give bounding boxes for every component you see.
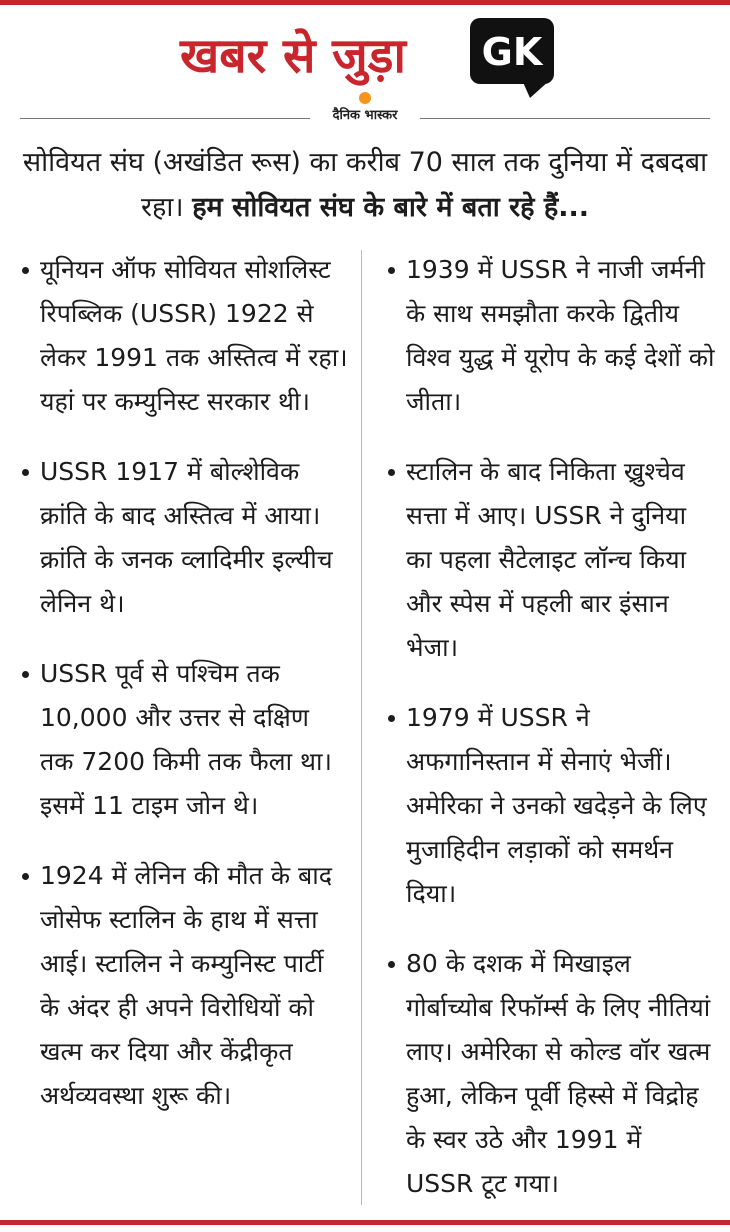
header xyxy=(0,18,730,98)
fact-item xyxy=(386,450,716,670)
fact-item xyxy=(386,696,716,916)
page-title: खबर से जुड़ा xyxy=(180,28,406,84)
gk-badge-label: GK xyxy=(481,30,543,74)
gk-badge xyxy=(470,18,554,98)
bullet-dot-icon xyxy=(22,469,29,476)
bullet-dot-icon xyxy=(22,671,29,678)
left-column xyxy=(20,248,350,1144)
column-divider xyxy=(361,250,362,1205)
bullet-dot-icon xyxy=(388,715,395,722)
fact-text: 1939 में USSR ने नाजी जर्मनी के साथ समझौता करके द्वितीय विश्व युद्ध में यूरोप के कई देशों को जीता। xyxy=(406,255,715,416)
right-column xyxy=(386,248,716,1232)
fact-item xyxy=(20,248,350,424)
fact-item xyxy=(386,942,716,1206)
bullet-dot-icon xyxy=(388,961,395,968)
fact-text: स्टालिन के बाद निकिता ख्रुश्चेव सत्ता में आए। USSR ने दुनिया का पहला सैटेलाइट लॉन्च किया और स्पेस में पहली बार इंसान भेजा। xyxy=(406,457,687,662)
top-accent-bar xyxy=(0,0,730,5)
bottom-accent-bar xyxy=(0,1220,730,1225)
brand-row xyxy=(0,90,730,130)
intro-paragraph xyxy=(20,140,710,230)
fact-item xyxy=(386,248,716,424)
intro-highlight: हम सोवियत संघ के बारे में बता रहे हैं... xyxy=(192,192,590,223)
brand-logo: दैनिक भास्कर xyxy=(332,108,398,123)
fact-text: USSR 1917 में बोल्शेविक क्रांति के बाद अस्तित्व में आया। क्रांति के जनक व्लादिमीर इल्यीच लेनिन थे। xyxy=(40,457,333,618)
fact-text: 1979 में USSR ने अफगानिस्तान में सेनाएं भेजीं। अमेरिका ने उनको खदेड़ने के लिए मुजाहिदीन लड़ाकों को समर्थन दिया। xyxy=(406,703,707,908)
fact-item xyxy=(20,854,350,1118)
bullet-dot-icon xyxy=(388,469,395,476)
orange-dot-icon xyxy=(359,92,371,104)
bullet-dot-icon xyxy=(22,267,29,274)
brand-divider-right xyxy=(420,118,710,119)
intro-text: सोवियत संघ (अखंडित रूस) का करीब 70 साल तक दुनिया में दबदबा रहा। xyxy=(22,147,708,223)
fact-text: USSR पूर्व से पश्चिम तक 10,000 और उत्तर से दक्षिण तक 7200 किमी तक फैला था। इसमें 11 टाइम जोन थे। xyxy=(40,659,332,820)
bullet-dot-icon xyxy=(388,267,395,274)
fact-text: 1924 में लेनिन की मौत के बाद जोसेफ स्टालिन के हाथ में सत्ता आई। स्टालिन ने कम्युनिस्ट पार्टी के अंदर ही अपने विरोधियों को खत्म कर दिया और केंद्रीकृत अर्थव्यवस्था शुरू की। xyxy=(40,861,333,1110)
fact-item xyxy=(20,652,350,828)
fact-item xyxy=(20,450,350,626)
fact-text: यूनियन ऑफ सोवियत सोशलिस्ट रिपब्लिक (USSR) 1922 से लेकर 1991 तक अस्तित्व में रहा। यहां पर कम्युनिस्ट सरकार थी। xyxy=(40,255,348,416)
bullet-dot-icon xyxy=(22,873,29,880)
brand-divider-left xyxy=(20,118,310,119)
fact-text: 80 के दशक में मिखाइल गोर्बाच्योब रिफॉर्म्स के लिए नीतियां लाए। अमेरिका से कोल्ड वॉर खत्म हुआ, लेकिन पूर्वी हिस्से में विद्रोह के स्वर उठे और 1991 में USSR टूट गया। xyxy=(406,949,711,1198)
